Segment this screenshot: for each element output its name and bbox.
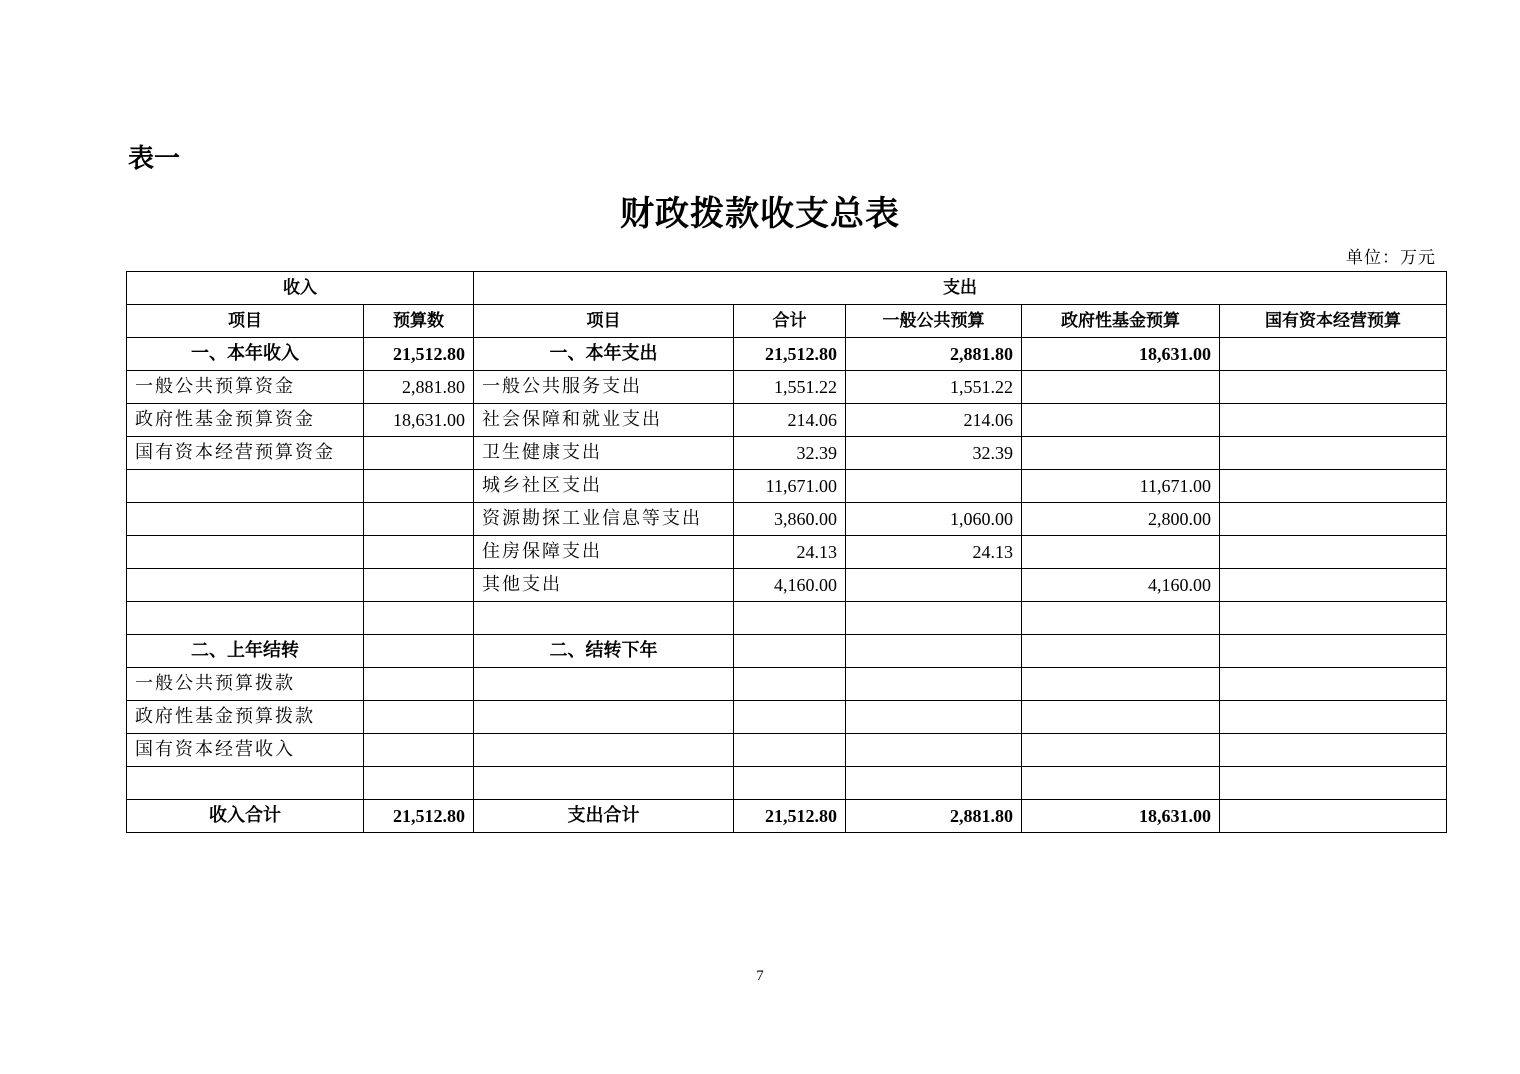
table-cell	[474, 668, 734, 701]
table-cell: 2,881.80	[364, 371, 474, 404]
table-cell	[1022, 404, 1220, 437]
table-cell: 24.13	[846, 536, 1022, 569]
table-cell: 一、本年收入	[127, 338, 364, 371]
table-row	[127, 800, 1447, 833]
table-cell	[1220, 635, 1447, 668]
table-cell: 国有资本经营收入	[127, 734, 364, 767]
table-cell	[1022, 635, 1220, 668]
table-cell	[364, 503, 474, 536]
table-cell	[846, 701, 1022, 734]
budget-table	[126, 271, 1447, 833]
table-cell: 政府性基金预算拨款	[127, 701, 364, 734]
table-cell: 21,512.80	[734, 338, 846, 371]
table-cell	[474, 767, 734, 800]
table-cell: 社会保障和就业支出	[474, 404, 734, 437]
table-cell	[1220, 734, 1447, 767]
table-cell: 2,800.00	[1022, 503, 1220, 536]
table-cell: 收入合计	[127, 800, 364, 833]
table-cell: 卫生健康支出	[474, 437, 734, 470]
table-cell: 一般公共预算资金	[127, 371, 364, 404]
group-header-row	[127, 272, 1447, 305]
table-cell: 国有资本经营预算资金	[127, 437, 364, 470]
table-cell	[127, 602, 364, 635]
table-cell	[734, 767, 846, 800]
col-header-income-item: 项目	[127, 305, 364, 338]
page-title: 财政拨款收支总表	[620, 194, 900, 234]
table-cell: 二、上年结转	[127, 635, 364, 668]
table-row	[127, 503, 1447, 536]
table-cell	[364, 569, 474, 602]
table-cell	[364, 734, 474, 767]
table-cell	[1220, 503, 1447, 536]
page-number: 7	[756, 968, 764, 984]
table-cell	[1022, 536, 1220, 569]
table-cell: 32.39	[846, 437, 1022, 470]
table-cell	[364, 701, 474, 734]
table-cell: 11,671.00	[734, 470, 846, 503]
table-cell	[1022, 668, 1220, 701]
table-cell: 一、本年支出	[474, 338, 734, 371]
table-cell: 3,860.00	[734, 503, 846, 536]
table-cell	[1220, 470, 1447, 503]
table-cell: 11,671.00	[1022, 470, 1220, 503]
table-cell	[1220, 536, 1447, 569]
table-cell	[474, 701, 734, 734]
table-cell	[364, 767, 474, 800]
table-row	[127, 371, 1447, 404]
table-cell	[364, 536, 474, 569]
table-cell: 32.39	[734, 437, 846, 470]
table-cell: 18,631.00	[1022, 800, 1220, 833]
table-cell: 21,512.80	[364, 800, 474, 833]
table-cell	[734, 734, 846, 767]
table-cell	[734, 635, 846, 668]
table-cell	[734, 668, 846, 701]
col-header-expense-item: 项目	[474, 305, 734, 338]
table-cell	[1220, 371, 1447, 404]
table-cell	[1220, 569, 1447, 602]
table-cell	[846, 767, 1022, 800]
table-cell	[1220, 767, 1447, 800]
table-row	[127, 404, 1447, 437]
table-cell: 1,551.22	[734, 371, 846, 404]
table-row	[127, 668, 1447, 701]
table-cell	[1022, 602, 1220, 635]
table-cell: 2,881.80	[846, 800, 1022, 833]
table-cell: 21,512.80	[364, 338, 474, 371]
table-cell	[364, 635, 474, 668]
table-cell	[127, 470, 364, 503]
table-cell: 住房保障支出	[474, 536, 734, 569]
table-cell	[1022, 371, 1220, 404]
table-row	[127, 734, 1447, 767]
table-cell	[1022, 767, 1220, 800]
table-cell	[846, 470, 1022, 503]
table-cell	[474, 734, 734, 767]
table-cell	[127, 503, 364, 536]
table-cell	[1022, 701, 1220, 734]
table-cell: 支出合计	[474, 800, 734, 833]
table-cell: 城乡社区支出	[474, 470, 734, 503]
table-cell	[1022, 437, 1220, 470]
table-cell: 4,160.00	[1022, 569, 1220, 602]
table-cell	[127, 767, 364, 800]
table-cell: 24.13	[734, 536, 846, 569]
unit-label: 单位：万元	[1346, 248, 1436, 268]
col-header-general-public: 一般公共预算	[846, 305, 1022, 338]
table-cell	[1022, 734, 1220, 767]
table-row	[127, 767, 1447, 800]
table-row	[127, 602, 1447, 635]
table-cell	[846, 602, 1022, 635]
table-label: 表一	[128, 144, 181, 174]
table-row	[127, 569, 1447, 602]
column-header-row	[127, 305, 1447, 338]
table-cell	[846, 734, 1022, 767]
table-cell	[1220, 338, 1447, 371]
table-row	[127, 701, 1447, 734]
table-cell: 政府性基金预算资金	[127, 404, 364, 437]
table-row	[127, 470, 1447, 503]
table-cell	[127, 536, 364, 569]
table-cell	[1220, 602, 1447, 635]
table-cell: 二、结转下年	[474, 635, 734, 668]
table-cell: 其他支出	[474, 569, 734, 602]
table-cell: 214.06	[846, 404, 1022, 437]
table-cell	[1220, 800, 1447, 833]
table-cell: 21,512.80	[734, 800, 846, 833]
table-cell	[1220, 668, 1447, 701]
col-header-state-capital: 国有资本经营预算	[1220, 305, 1447, 338]
table-cell: 214.06	[734, 404, 846, 437]
table-cell	[474, 602, 734, 635]
table-cell	[846, 635, 1022, 668]
table-cell: 2,881.80	[846, 338, 1022, 371]
table-cell	[846, 569, 1022, 602]
table-cell	[127, 569, 364, 602]
table-cell	[364, 470, 474, 503]
col-header-government-fund: 政府性基金预算	[1022, 305, 1220, 338]
table-cell	[734, 701, 846, 734]
table-cell: 一般公共服务支出	[474, 371, 734, 404]
table-cell: 18,631.00	[364, 404, 474, 437]
income-header: 收入	[127, 272, 474, 305]
table-cell	[1220, 404, 1447, 437]
table-cell: 1,551.22	[846, 371, 1022, 404]
table-cell: 18,631.00	[1022, 338, 1220, 371]
table-cell: 资源勘探工业信息等支出	[474, 503, 734, 536]
table-cell	[364, 602, 474, 635]
table-row	[127, 635, 1447, 668]
col-header-total: 合计	[734, 305, 846, 338]
table-row	[127, 437, 1447, 470]
table-cell	[1220, 437, 1447, 470]
table-cell	[734, 602, 846, 635]
table-cell: 一般公共预算拨款	[127, 668, 364, 701]
table-cell	[1220, 701, 1447, 734]
expense-header: 支出	[474, 272, 1447, 305]
table-row	[127, 338, 1447, 371]
table-cell	[364, 668, 474, 701]
col-header-budget: 预算数	[364, 305, 474, 338]
table-cell	[364, 437, 474, 470]
table-cell: 1,060.00	[846, 503, 1022, 536]
table-cell: 4,160.00	[734, 569, 846, 602]
table-row	[127, 536, 1447, 569]
table-cell	[846, 668, 1022, 701]
